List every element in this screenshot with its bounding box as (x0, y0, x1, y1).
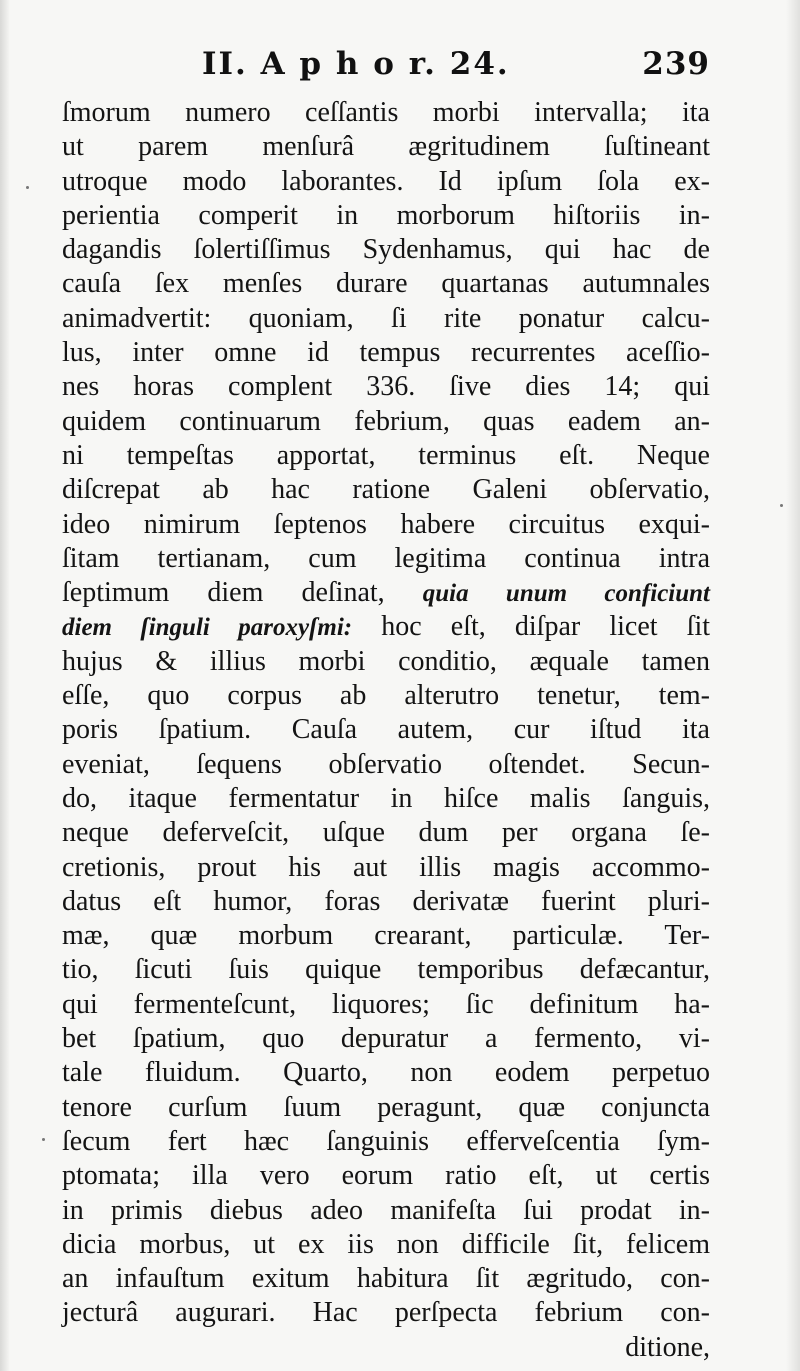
text-segment: animadvertit: quoniam, ſi rite ponatur calcu- (62, 302, 710, 334)
text-segment: nes horas complent 336. ſive dies 14; qui (62, 371, 710, 403)
text-segment: tio, ſicuti ſuis quique temporibus defæcantur, (62, 954, 710, 986)
text-line (62, 851, 710, 885)
text-segment: cretionis, prout his aut illis magis accommo- (62, 851, 710, 883)
italic-segment: quia unum conficiunt (422, 580, 710, 608)
text-line (62, 405, 710, 439)
text-segment: poris ſpatium. Cauſa autem, cur iſtud ita (62, 714, 710, 746)
text-line (62, 816, 710, 850)
text-segment: do, itaque fermentatur in hiſce malis ſanguis, (62, 782, 710, 814)
text-line (62, 439, 710, 473)
text-segment: mæ, quæ morbum crearant, particulæ. Ter- (62, 920, 710, 952)
text-segment: ſecum fert hæc ſanguinis efferveſcentia ſym- (62, 1125, 710, 1157)
text-segment: hoc eſt, diſpar licet ſit (352, 611, 710, 643)
text-segment: ni tempeſtas apportat, terminus eſt. Neque (62, 439, 710, 471)
print-speck (780, 504, 783, 507)
text-segment: cauſa ſex menſes durare quartanas autumnales (62, 268, 710, 300)
text-segment: hujus & illius morbi conditio, æquale tamen (62, 645, 710, 677)
running-head (62, 46, 710, 96)
text-segment: jecturâ augurari. Hac perſpecta febrium con- (62, 1297, 710, 1329)
text-line (62, 370, 710, 404)
body-text (62, 96, 710, 1365)
text-line (62, 1022, 710, 1056)
text-segment: qui fermenteſcunt, liquores; ſic definitum ha- (62, 988, 710, 1020)
text-segment: perientia comperit in morborum hiſtoriis in- (62, 199, 710, 231)
text-segment: ditione, (625, 1331, 710, 1363)
text-line (62, 1194, 710, 1228)
text-segment: diſcrepat ab hac ratione Galeni obſervatio, (62, 474, 710, 506)
text-line (62, 679, 710, 713)
text-line (62, 748, 710, 782)
text-line (62, 1125, 710, 1159)
italic-segment: diem ſinguli paroxyſmi: (62, 614, 353, 642)
page-edge-right (786, 0, 800, 1371)
text-segment: bet ſpatium, quo depuratur a fermento, vi- (62, 1023, 710, 1055)
text-line (62, 1159, 710, 1193)
text-segment: dagandis ſolertiſſimus Sydenhamus, qui hac de (62, 234, 710, 266)
text-line (62, 199, 710, 233)
text-line (62, 988, 710, 1022)
text-line (62, 302, 710, 336)
page-number: 239 (642, 46, 710, 82)
text-segment: dicia morbus, ut ex iis non difficile ſit, felicem (62, 1228, 710, 1260)
text-line (62, 885, 710, 919)
text-segment: lus, inter omne id tempus recurrentes aceſſio- (62, 337, 710, 369)
running-head-title: II. A p h o r. 24. (202, 46, 510, 82)
text-segment: tenore curſum ſuum peragunt, quæ conjuncta (62, 1091, 710, 1123)
text-line (62, 1056, 710, 1090)
text-segment: eveniat, ſequens obſervatio oſtendet. Secun- (62, 748, 710, 780)
text-line (62, 336, 710, 370)
text-segment: utroque modo laborantes. Id ipſum ſola ex- (62, 165, 710, 197)
text-line (62, 233, 710, 267)
text-line (62, 130, 710, 164)
text-segment: quidem continuarum febrium, quas eadem an- (62, 405, 710, 437)
text-line (62, 576, 710, 610)
text-line (62, 542, 710, 576)
text-line (62, 919, 710, 953)
text-segment: ideo nimirum ſeptenos habere circuitus exqui- (62, 508, 710, 540)
print-speck (26, 186, 29, 189)
text-segment: an infauſtum exitum habitura ſit ægritudo, con- (62, 1263, 710, 1295)
text-segment: ſitam tertianam, cum legitima continua intra (62, 542, 710, 574)
text-segment: in primis diebus adeo manifeſta ſui prodat in- (62, 1194, 710, 1226)
text-line (62, 645, 710, 679)
text-segment: neque deferveſcit, uſque dum per organa ſe- (62, 817, 710, 849)
print-speck (42, 1138, 45, 1141)
text-segment: ſmorum numero ceſſantis morbi intervalla; ita (62, 97, 710, 128)
text-segment: eſſe, quo corpus ab alterutro tenetur, tem- (62, 680, 710, 712)
text-line (62, 1331, 710, 1365)
text-segment: ſeptimum diem deſinat, (62, 577, 423, 609)
text-segment: ut parem menſurâ ægritudinem ſuſtineant (62, 131, 710, 163)
text-line (62, 96, 710, 130)
text-line (62, 473, 710, 507)
text-line (62, 1091, 710, 1125)
text-line (62, 1228, 710, 1262)
page-edge-left (0, 0, 10, 1371)
text-segment: ptomata; illa vero eorum ratio eſt, ut certis (62, 1160, 710, 1192)
text-line (62, 610, 710, 644)
text-line (62, 782, 710, 816)
text-line (62, 1262, 710, 1296)
text-line (62, 508, 710, 542)
text-segment: tale fluidum. Quarto, non eodem perpetuo (62, 1057, 710, 1089)
text-segment: datus eſt humor, foras derivatæ fuerint pluri- (62, 885, 710, 917)
text-line (62, 165, 710, 199)
text-line (62, 713, 710, 747)
text-line (62, 1296, 710, 1330)
text-line (62, 953, 710, 987)
text-line (62, 267, 710, 301)
